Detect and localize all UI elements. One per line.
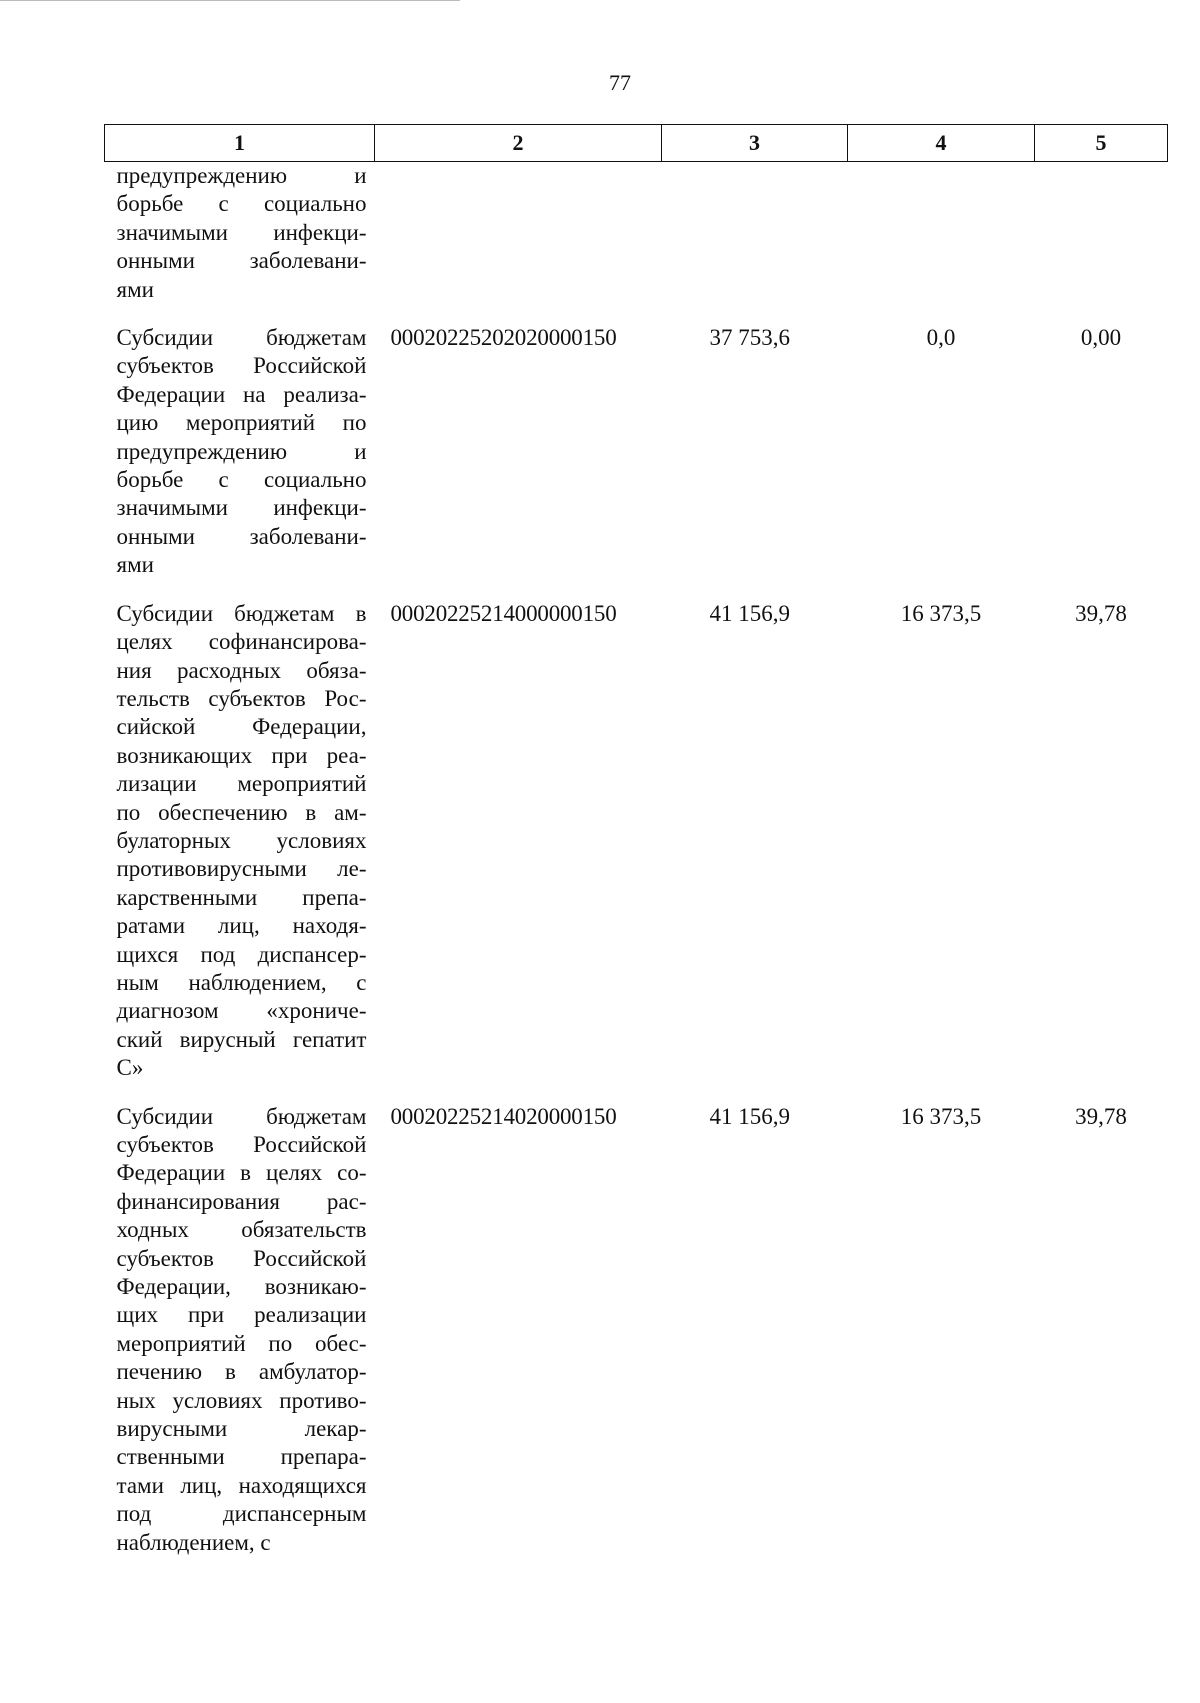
row-name-line: ных условиях противо-	[116, 1387, 367, 1413]
row-name-line: значимыми инфекци-	[116, 495, 367, 521]
row-name-line: цию мероприятий по	[116, 410, 367, 436]
row-spacer-cell	[105, 580, 1168, 600]
row-col5-cell	[1035, 162, 1168, 305]
row-col5-cell: 39,78	[1075, 1103, 1127, 1129]
header-row	[105, 125, 1168, 162]
row-name-cell	[105, 324, 375, 580]
table-row	[105, 600, 1168, 1083]
row-name-line: целях софинансирова-	[116, 629, 367, 655]
row-name-line: предупреждению и	[116, 438, 367, 464]
row-name-line: булаторных условиях	[116, 827, 367, 853]
row-spacer	[105, 580, 1168, 600]
row-name-line: ственными препара-	[116, 1444, 367, 1470]
row-spacer	[105, 1083, 1168, 1103]
row-name-cell	[105, 1103, 375, 1558]
row-name-line: ями	[116, 552, 154, 578]
table-header	[105, 125, 1168, 162]
row-spacer-cell	[105, 304, 1168, 324]
header-col-5: 5	[1035, 125, 1168, 162]
budget-table	[104, 124, 1168, 1557]
row-spacer	[105, 304, 1168, 324]
row-name-line: онными заболевани-	[116, 248, 367, 274]
row-spacer-cell	[105, 1083, 1168, 1103]
row-col3-cell: 41 156,9	[709, 600, 790, 626]
row-col4-cell: 16 373,5	[900, 1103, 982, 1129]
table-row	[105, 162, 1168, 305]
row-name-line: значимыми инфекци-	[116, 219, 367, 245]
table-body	[105, 162, 1168, 1558]
table-row	[105, 324, 1168, 580]
row-name-line: ным наблюдением, с	[116, 969, 367, 995]
row-name-line: финансирования рас-	[116, 1188, 367, 1214]
row-col4-cell: 16 373,5	[900, 600, 982, 626]
row-name-cell	[105, 162, 375, 305]
row-name-line: по обеспечению в ам-	[116, 799, 367, 825]
page-number: 77	[609, 70, 631, 95]
row-name-line: возникающих при реа-	[116, 742, 367, 768]
row-name-line: тами лиц, находящихся	[116, 1472, 367, 1498]
row-name-line: карственными препа-	[116, 884, 367, 910]
row-col4-cell: 0,0	[926, 325, 956, 351]
row-name-line: ходных обязательств	[116, 1217, 367, 1243]
row-name-line: Федерации на реализа-	[116, 381, 367, 407]
row-name-line: щих при реализации	[116, 1302, 367, 1328]
row-name-line: ский вирусный гепатит	[116, 1026, 367, 1052]
row-col4-cell	[848, 162, 1035, 305]
row-name-line: под диспансерным	[116, 1501, 367, 1527]
row-col3-cell: 37 753,6	[709, 325, 790, 351]
row-name-line: ями	[116, 276, 154, 302]
row-name-line: Субсидии бюджетам	[116, 325, 367, 351]
row-name-line: диагнозом «хрониче-	[116, 998, 367, 1024]
row-name-line: противовирусными ле-	[116, 856, 367, 882]
row-name-line: вирусными лекар-	[116, 1416, 367, 1442]
row-name-line: борьбе с социально	[116, 191, 367, 217]
row-code-cell: 00020225202020000150	[390, 325, 617, 351]
header-col-4: 4	[848, 125, 1035, 162]
header-col-1: 1	[105, 125, 375, 162]
row-col5-cell: 0,00	[1080, 325, 1122, 351]
row-name-line: сийской Федерации,	[116, 714, 367, 740]
row-name-cell	[105, 600, 375, 1083]
row-col5-cell: 39,78	[1075, 600, 1127, 626]
row-name-line: ратами лиц, находя-	[116, 913, 367, 939]
row-code-cell	[375, 162, 662, 305]
row-name-line: щихся под диспансер-	[116, 941, 367, 967]
row-col3-cell	[662, 162, 848, 305]
row-name-line: предупреждению и	[116, 163, 367, 188]
row-name-line: мероприятий по обес-	[116, 1330, 367, 1356]
row-name-line: ния расходных обяза-	[116, 657, 367, 683]
row-name-line: субъектов Российской	[116, 1245, 367, 1271]
row-name-line: субъектов Российской	[116, 1132, 367, 1157]
row-name-line: Федерации, возникаю-	[116, 1274, 367, 1300]
row-name-line: наблюдением, с	[116, 1529, 271, 1555]
row-name-line: Субсидии бюджетам в	[116, 600, 367, 626]
row-name-line: лизации мероприятий	[116, 771, 367, 797]
row-name-line: борьбе с социально	[116, 467, 367, 493]
row-col3-cell: 41 156,9	[709, 1103, 790, 1129]
row-name-line: С»	[116, 1055, 144, 1081]
row-name-line: Федерации в целях со-	[116, 1160, 367, 1186]
scan-edge-line	[0, 0, 460, 1]
row-code-cell: 00020225214000000150	[390, 600, 617, 626]
row-name-line: субъектов Российской	[116, 353, 367, 379]
header-col-3: 3	[662, 125, 848, 162]
table-row	[105, 1103, 1168, 1558]
row-name-line: печению в амбулатор-	[116, 1359, 367, 1385]
row-name-line: тельств субъектов Рос-	[116, 685, 367, 711]
row-name-line: онными заболевани-	[116, 523, 367, 549]
row-code-cell: 00020225214020000150	[390, 1103, 617, 1129]
header-col-2: 2	[375, 125, 662, 162]
row-name-line: Субсидии бюджетам	[116, 1103, 367, 1129]
